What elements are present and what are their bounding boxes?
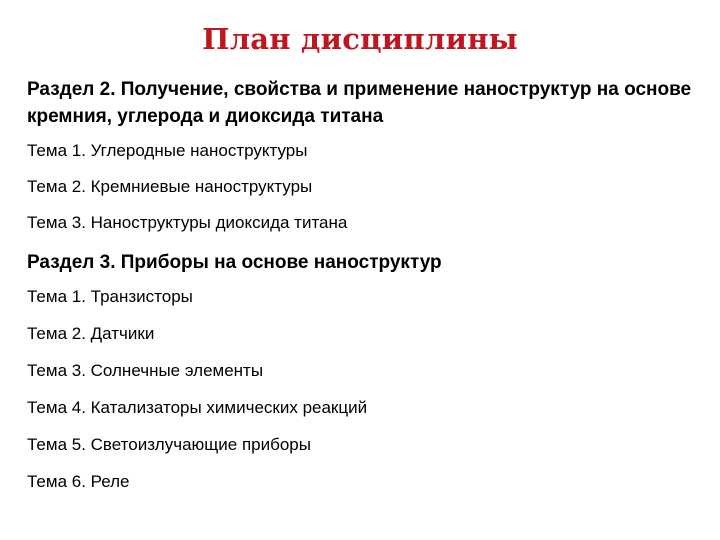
slide-content bbox=[27, 76, 707, 509]
section-heading-3: Раздел 3. Приборы на основе наноструктур bbox=[27, 252, 442, 273]
slide-title: План дисциплины bbox=[202, 22, 518, 56]
topic-item: Тема 6. Реле bbox=[27, 472, 130, 491]
topic-item: Тема 3. Солнечные элементы bbox=[27, 361, 264, 380]
topic-item: Тема 4. Катализаторы химических реакций bbox=[27, 398, 368, 417]
topic-item: Тема 3. Наноструктуры диоксида титана bbox=[27, 213, 348, 232]
topic-item: Тема 5. Светоизлучающие приборы bbox=[27, 435, 311, 454]
topic-item: Тема 2. Датчики bbox=[27, 324, 155, 343]
topic-item: Тема 1. Транзисторы bbox=[27, 287, 193, 306]
topic-item: Тема 2. Кремниевые наноструктуры bbox=[27, 177, 313, 196]
section-heading-2: Раздел 2. Получение, свойства и применение наноструктур на основе кремния, углерода и диоксида титана bbox=[27, 79, 692, 127]
topic-item: Тема 1. Углеродные наноструктуры bbox=[27, 141, 308, 160]
